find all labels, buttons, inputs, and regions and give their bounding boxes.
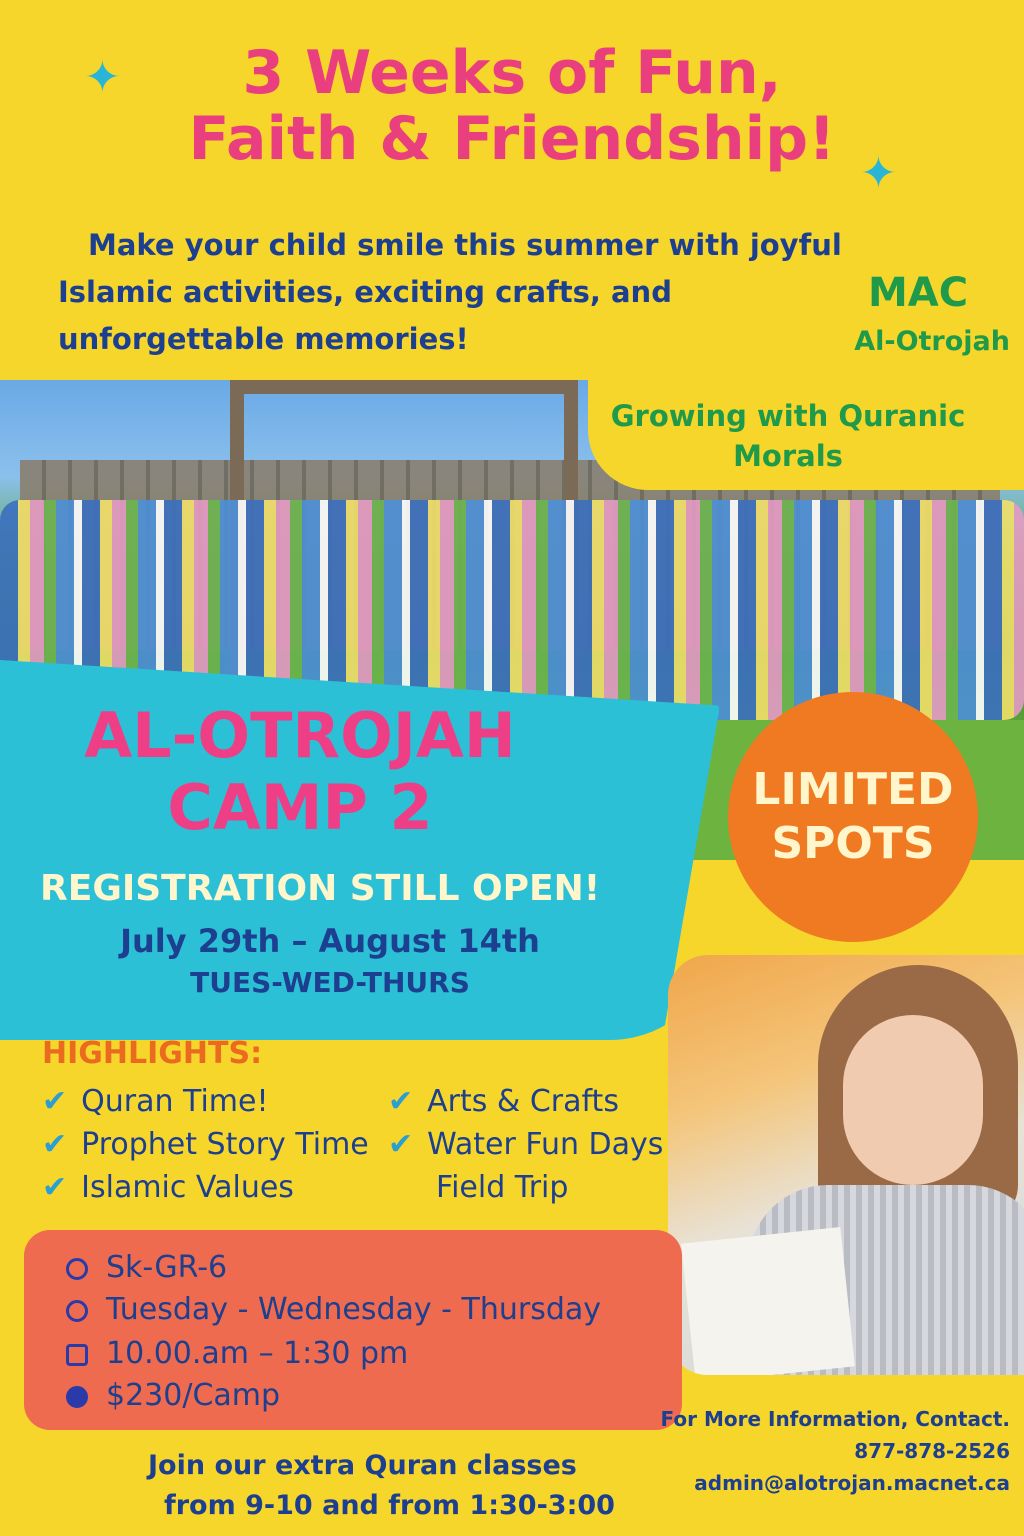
highlight-item	[42, 1127, 369, 1162]
brand-name: MAC	[867, 270, 969, 316]
limited-spots-badge	[728, 692, 978, 942]
highlight-label: Water Fun Days	[427, 1127, 664, 1162]
badge-line-1: LIMITED	[752, 764, 954, 815]
check-icon: ✔	[388, 1127, 414, 1162]
check-icon: ✔	[42, 1084, 68, 1119]
highlight-label: Islamic Values	[81, 1170, 294, 1205]
camp-days: TUES-WED-THURS	[190, 966, 470, 999]
camp-name-line-1: AL-OTROJAH	[84, 699, 516, 772]
intro-text	[58, 222, 858, 363]
info-price-text: $230/Camp	[106, 1378, 281, 1413]
camp-dates: July 29th – August 14th	[120, 922, 540, 960]
highlight-item	[388, 1127, 663, 1162]
intro-line-1: Make your child smile this summer with joyful	[88, 228, 842, 262]
tagline-line-2: Morals	[733, 439, 843, 473]
check-icon: ✔	[388, 1084, 414, 1119]
child-face	[843, 1015, 983, 1185]
child-photo	[668, 955, 1024, 1375]
contact-label: For More Information, Contact.	[660, 1407, 1010, 1431]
info-grades-text: Sk-GR-6	[106, 1250, 228, 1285]
check-icon: ✔	[42, 1127, 68, 1162]
camp-name-line-2: CAMP 2	[167, 771, 433, 844]
info-box	[24, 1230, 682, 1430]
extra-classes-line-1: Join our extra Quran classes	[148, 1450, 577, 1481]
info-time	[66, 1336, 408, 1371]
highlight-label: Prophet Story Time	[81, 1127, 369, 1162]
calendar-icon	[66, 1344, 88, 1366]
page-title	[0, 40, 1024, 172]
contact-email[interactable]: admin@alotrojan.macnet.ca	[694, 1471, 1010, 1495]
highlight-item	[42, 1170, 294, 1205]
highlight-label: Field Trip	[436, 1170, 569, 1205]
info-time-text: 10.00.am – 1:30 pm	[106, 1336, 409, 1371]
clock-icon	[66, 1300, 88, 1322]
info-grades	[66, 1250, 227, 1285]
brand-subname: Al-Otrojah	[854, 326, 1010, 357]
sparkle-icon: ✦	[860, 148, 897, 199]
highlight-item	[436, 1170, 568, 1205]
check-icon: ✔	[42, 1170, 68, 1205]
highlight-label: Arts & Crafts	[427, 1084, 619, 1119]
sparkle-icon: ✦	[84, 52, 121, 103]
highlight-item	[388, 1084, 619, 1119]
contact-info	[661, 1403, 1010, 1499]
title-line-1: 3 Weeks of Fun,	[242, 38, 782, 108]
info-schedule-text: Tuesday - Wednesday - Thursday	[106, 1292, 602, 1327]
extra-classes-line-2: from 9-10 and from 1:30-3:00	[164, 1490, 615, 1521]
badge-line-2: SPOTS	[771, 818, 935, 869]
contact-phone[interactable]: 877-878-2526	[854, 1439, 1010, 1463]
tagline-line-1: Growing with Quranic	[610, 399, 966, 433]
camp-name	[0, 700, 600, 844]
tagline	[608, 396, 968, 476]
dollar-icon	[66, 1386, 88, 1408]
title-line-2: Faith & Friendship!	[188, 104, 836, 174]
info-price	[66, 1378, 280, 1413]
info-schedule	[66, 1292, 601, 1327]
registration-status: REGISTRATION STILL OPEN!	[40, 868, 601, 909]
highlight-item	[42, 1084, 268, 1119]
child-worksheet	[681, 1227, 855, 1375]
intro-line-2: Islamic activities, exciting crafts, and	[58, 275, 672, 309]
highlight-label: Quran Time!	[81, 1084, 269, 1119]
highlights-title: HIGHLIGHTS:	[42, 1036, 263, 1071]
lock-icon	[66, 1258, 88, 1280]
intro-line-3: unforgettable memories!	[58, 322, 469, 356]
